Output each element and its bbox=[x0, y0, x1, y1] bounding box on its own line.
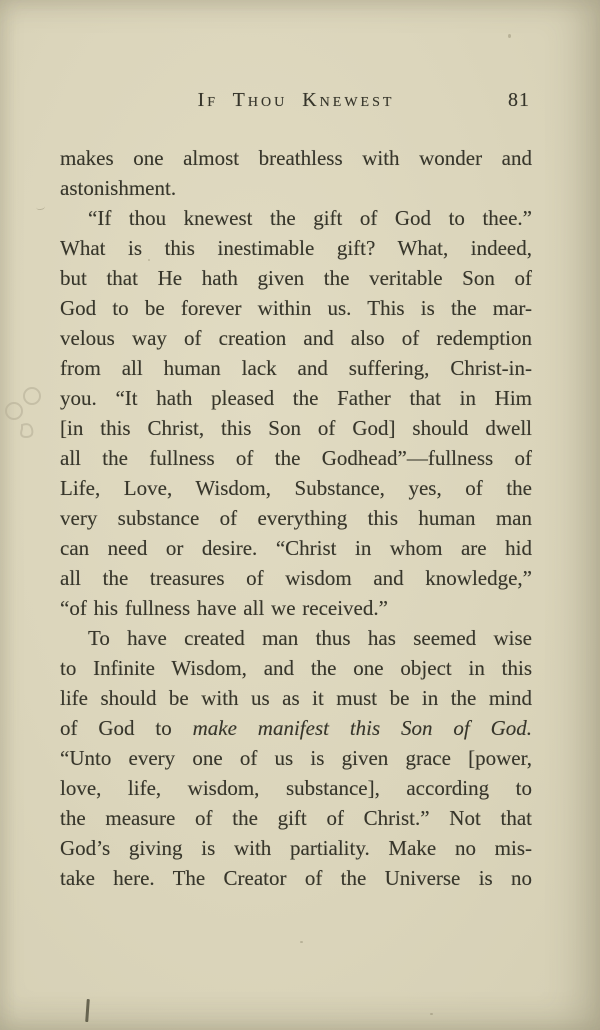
page-text bbox=[60, 143, 532, 893]
paper-speck bbox=[430, 1013, 433, 1015]
paper-speck bbox=[148, 259, 150, 261]
paper-smudge bbox=[36, 203, 46, 210]
text-line: God to be forever within us. This is the mar- bbox=[60, 296, 532, 320]
text-line: from all human lack and suffering, Christ-in- bbox=[60, 356, 532, 380]
text-line: life should be with us as it must be in the mind bbox=[60, 686, 532, 710]
text-line: “If thou knewest the gift of God to thee.” bbox=[88, 206, 532, 230]
text-line: “Unto every one of us is given grace [power, bbox=[60, 746, 532, 770]
text-line: all the fullness of the Godhead”—fullness of bbox=[60, 446, 532, 470]
running-header bbox=[60, 86, 532, 114]
text-line: What is this inestimable gift? What, indeed, bbox=[60, 236, 532, 260]
text-line: “of his fullness have all we received.” bbox=[60, 596, 388, 620]
text-line: but that He hath given the veritable Son of bbox=[60, 266, 532, 290]
text-line: [in this Christ, this Son of God] should dwell bbox=[60, 416, 532, 440]
text-line: can need or desire. “Christ in whom are hid bbox=[60, 536, 532, 560]
ink-mark bbox=[85, 999, 89, 1022]
text-line: Life, Love, Wisdom, Substance, yes, of the bbox=[60, 476, 532, 500]
text-line: love, life, wisdom, substance], according to bbox=[60, 776, 532, 800]
pencil-scribble-mark bbox=[3, 383, 49, 445]
text-line: the measure of the gift of Christ.” Not that bbox=[60, 806, 532, 830]
page-number: 81 bbox=[508, 89, 530, 111]
text-line: To have created man thus has seemed wise bbox=[88, 626, 532, 650]
text-line: velous way of creation and also of redemption bbox=[60, 326, 532, 350]
text-line: to Infinite Wisdom, and the one object in this bbox=[60, 656, 532, 680]
paper-speck bbox=[508, 34, 511, 38]
text-line: astonishment. bbox=[60, 176, 177, 200]
chapter-title: If Thou Knewest bbox=[197, 89, 395, 111]
text-line: all the treasures of wisdom and knowledge,” bbox=[60, 566, 532, 590]
paper-speck bbox=[300, 941, 303, 943]
text-line: you. “It hath pleased the Father that in Him bbox=[60, 386, 532, 410]
text-line: makes one almost breathless with wonder and bbox=[60, 146, 532, 170]
text-line: take here. The Creator of the Universe is no bbox=[60, 866, 532, 890]
text-line: of God to make manifest this Son of God. bbox=[60, 716, 533, 740]
text-line: God’s giving is with partiality. Make no mis- bbox=[60, 836, 532, 860]
text-line: very substance of everything this human man bbox=[60, 506, 532, 530]
